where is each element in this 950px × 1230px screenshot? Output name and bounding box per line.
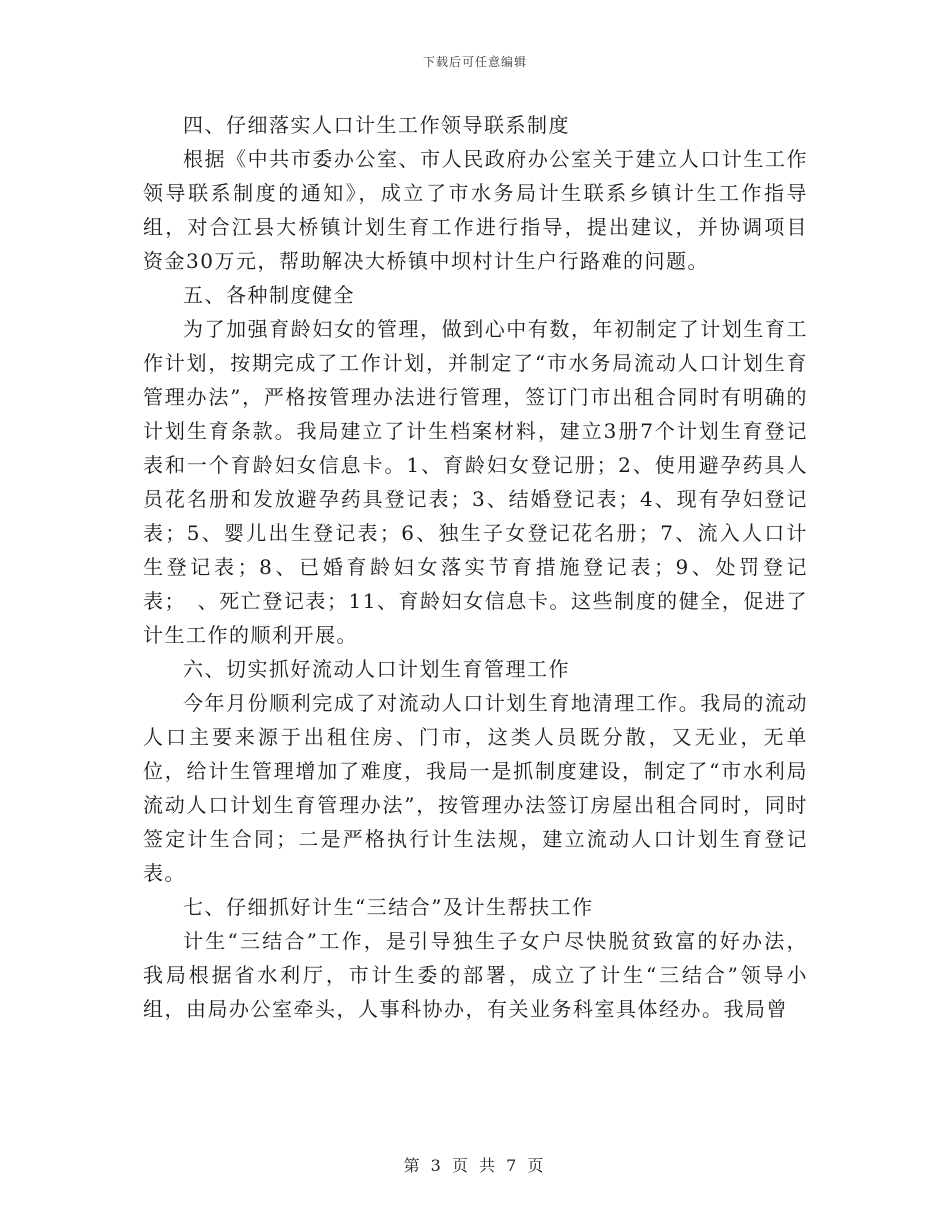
paragraph-systems: 为了加强育龄妇女的管理，做到心中有数，年初制定了计划生育工作计划，按期完成了工作计划，并制定了“市水务局流动人口计划生育管理办法”，严格按管理办法进行管理，签订门市出租合同时有明确的计划生育条款。我局建立了计生档案材料，建立3册7个计划生育登记表和一个育龄妇女信息卡。1、育龄妇女登记册；2、使用避孕药具人员花名册和发放避孕药具登记表；3、结婚登记表；4、现有孕妇登记表；5、婴儿出生登记表；6、独生子女登记花名册；7、流入人口计生登记表；8、已婚育龄妇女落实节育措施登记表；9、处罚登记表； 、死亡登记表；11、育龄妇女信息卡。这些制度的健全，促进了计生工作的顺利开展。 <box>143 317 808 647</box>
paragraph-leader-contact: 根据《中共市委办公室、市人民政府办公室关于建立人口计生工作领导联系制度的通知》，成立了市水务局计生联系乡镇计生工作指导组，对合江县大桥镇计划生育工作进行指导，提出建议，并协调项目资金30万元，帮助解决大桥镇中坝村计生户行路难的问题。 <box>143 147 808 273</box>
section-heading-6: 六、切实抓好流动人口计划生育管理工作 <box>183 657 570 681</box>
section-heading-7: 七、仔细抓好计生“三结合”及计生帮扶工作 <box>183 895 594 919</box>
paragraph-floating-population: 今年月份顺利完成了对流动人口计划生育地清理工作。我局的流动人口主要来源于出租住房、门市，这类人员既分散，又无业，无单位，给计生管理增加了难度，我局一是抓制度建设，制定了“市水利局流动人口计划生育管理办法”，按管理办法签订房屋出租合同时，同时签定计生合同；二是严格执行计生法规，建立流动人口计划生育登记表。 <box>143 691 808 885</box>
paragraph-three-combinations: 计生“三结合”工作，是引导独生子女户尽快脱贫致富的好办法，我局根据省水利厅，市计生委的部署，成立了计生“三结合”领导小组，由局办公室牵头，人事科协办，有关业务科室具体经办。我局曾 <box>143 929 808 1021</box>
page-header-note: 下载后可任意编辑 <box>422 55 527 69</box>
page-number: 第 3 页 共 7 页 <box>403 1156 547 1175</box>
document-body <box>143 108 808 1026</box>
section-heading-4: 四、仔细落实人口计生工作领导联系制度 <box>183 113 570 137</box>
section-heading-5: 五、各种制度健全 <box>183 283 355 307</box>
